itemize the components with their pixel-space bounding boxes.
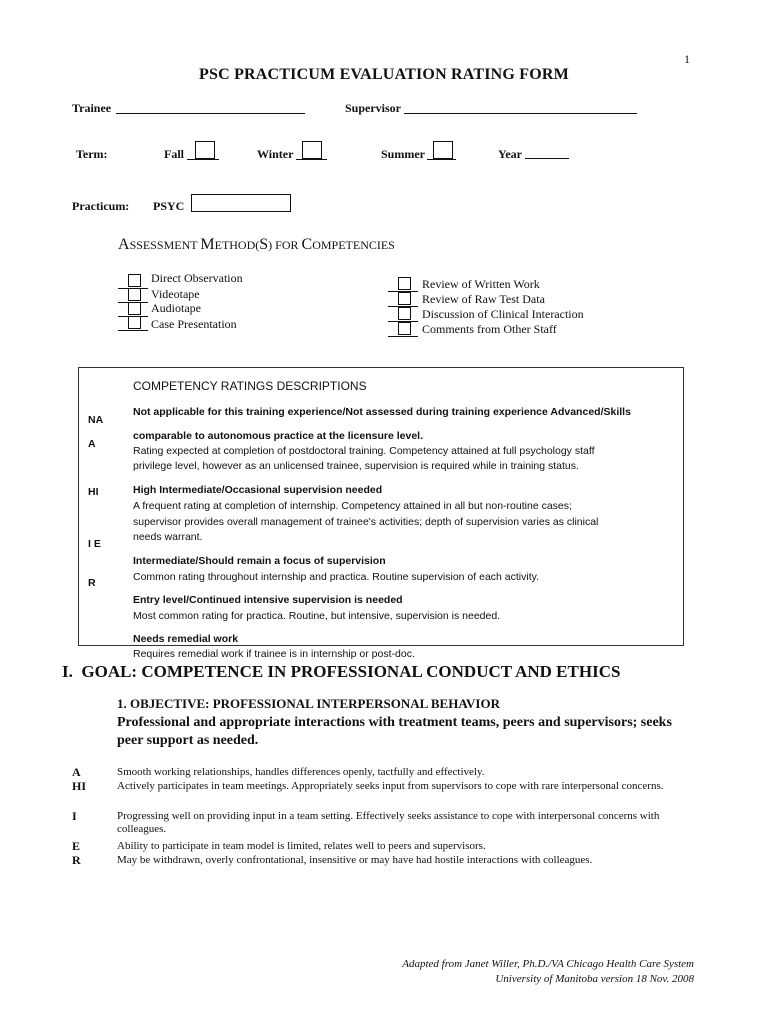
year-label: Year [498, 147, 522, 161]
rating-hi-desc-1: A frequent rating at completion of internship. Competency attained in all but non-routine cases; [133, 500, 572, 512]
supervisor-label: Supervisor [345, 101, 402, 115]
method-written-work: Review of Written Work [422, 277, 540, 291]
checkbox-underline [388, 336, 418, 337]
raw-test-data-checkbox[interactable] [398, 292, 411, 305]
ratings-heading: COMPETENCY RATINGS DESCRIPTIONS [133, 379, 367, 393]
psyc-course-input[interactable] [191, 194, 291, 212]
assessment-methods-heading: ASSESSMENT METHOD(S) FOR COMPETENCIES [118, 236, 395, 253]
code-r: R [88, 577, 96, 589]
psyc-label: PSYC [153, 199, 185, 213]
criteria-text-i: Progressing well on providing input in a team setting. Effectively seeks assistance to cope with interpersonal concerns with colleagues. [117, 810, 660, 835]
criteria-text-hi: Actively participates in team meetings. Appropriately seeks input from supervisors to cope with rare interpersonal concerns. [117, 780, 664, 792]
method-videotape: Videotape [151, 287, 200, 301]
rating-hi-title: High Intermediate/Occasional supervision needed [133, 484, 383, 496]
method-raw-test-data: Review of Raw Test Data [422, 292, 545, 306]
footer-attribution: Adapted from Janet Willer, Ph.D./VA Chicago Health Care System [402, 958, 694, 970]
rating-na-desc: Not applicable for this training experience/Not assessed during training experience Advanced/Skills [133, 406, 631, 418]
footer-version: University of Manitoba version 18 Nov. 2008 [495, 973, 694, 985]
criteria-text-e: Ability to participate in team model is limited, relates well to peers and supervisors. [117, 840, 486, 852]
written-work-checkbox[interactable] [398, 277, 411, 290]
page-number: 1 [684, 52, 690, 66]
method-other-staff: Comments from Other Staff [422, 322, 557, 336]
criteria-code-a: A [72, 765, 81, 779]
rating-e-title: Entry level/Continued intensive supervision is needed [133, 594, 403, 606]
rating-i-title: Intermediate/Should remain a focus of supervision [133, 555, 386, 567]
method-direct-observation: Direct Observation [151, 271, 243, 285]
rating-r-title: Needs remedial work [133, 633, 239, 645]
objective-description: Professional and appropriate interactions with treatment teams, peers and supervisors; seeks peer support as needed. [117, 715, 672, 748]
practicum-label: Practicum: [72, 199, 130, 213]
code-na: NA [88, 414, 104, 426]
code-a: A [88, 438, 96, 450]
rating-e-desc: Most common rating for practica. Routine, but intensive, supervision is needed. [133, 610, 501, 622]
clinical-interaction-checkbox[interactable] [398, 307, 411, 320]
rating-a-desc-2: privilege level, however as an unlicensed trainee, supervision is required while in training status. [133, 460, 579, 472]
criteria-code-i: I [72, 809, 77, 823]
other-staff-checkbox[interactable] [398, 322, 411, 335]
method-case-presentation: Case Presentation [151, 317, 237, 331]
case-presentation-checkbox[interactable] [128, 316, 141, 329]
rating-i-desc: Common rating throughout internship and practica. Routine supervision of each activity. [133, 571, 540, 583]
goal-text: GOAL: COMPETENCE IN PROFESSIONAL CONDUCT AND ETHICS [81, 662, 621, 681]
method-audiotape: Audiotape [151, 301, 201, 315]
fall-label: Fall [164, 147, 184, 161]
method-clinical-interaction: Discussion of Clinical Interaction [422, 307, 584, 321]
videotape-checkbox[interactable] [128, 288, 141, 301]
rating-a-desc-1: Rating expected at completion of postdoctoral training. Competency attained at full psychology staff [133, 445, 595, 457]
criteria-code-r: R [72, 853, 81, 867]
supervisor-field[interactable] [404, 113, 637, 114]
rating-hi-desc-3: needs warrant. [133, 531, 203, 543]
audiotape-checkbox[interactable] [128, 302, 141, 315]
rating-r-desc: Requires remedial work if trainee is in internship or post-doc. [133, 648, 415, 660]
criteria-text-a: Smooth working relationships, handles differences openly, tactfully and effectively. [117, 766, 485, 778]
rating-a-title: comparable to autonomous practice at the licensure level. [133, 430, 424, 442]
trainee-field[interactable] [116, 113, 305, 114]
code-i-e: I E [88, 538, 101, 550]
goal-numeral: I. [62, 662, 73, 681]
fall-checkbox[interactable] [195, 141, 215, 159]
checkbox-underline [118, 330, 148, 331]
criteria-text-r: May be withdrawn, overly confrontational, insensitive or may have had hostile interactions with colleagues. [117, 854, 593, 866]
criteria-code-e: E [72, 839, 81, 853]
goal-heading [62, 662, 620, 682]
criteria-code-hi: HI [72, 779, 87, 793]
summer-underline [427, 159, 456, 160]
competency-ratings-box [78, 367, 684, 646]
winter-checkbox[interactable] [302, 141, 322, 159]
rating-hi-desc-2: supervisor provides overall management of trainee's activities; depth of supervision varies as clinical [133, 516, 599, 528]
code-hi: HI [88, 486, 99, 498]
form-title: PSC PRACTICUM EVALUATION RATING FORM [199, 66, 569, 83]
summer-label: Summer [381, 147, 425, 161]
winter-label: Winter [257, 147, 294, 161]
winter-underline [296, 159, 327, 160]
objective-heading: 1. OBJECTIVE: PROFESSIONAL INTERPERSONAL BEHAVIOR [117, 696, 500, 711]
term-label: Term: [76, 147, 108, 161]
direct-observation-checkbox[interactable] [128, 274, 141, 287]
fall-underline [187, 159, 219, 160]
summer-checkbox[interactable] [433, 141, 453, 159]
trainee-label: Trainee [72, 101, 112, 115]
year-field[interactable] [525, 158, 569, 159]
